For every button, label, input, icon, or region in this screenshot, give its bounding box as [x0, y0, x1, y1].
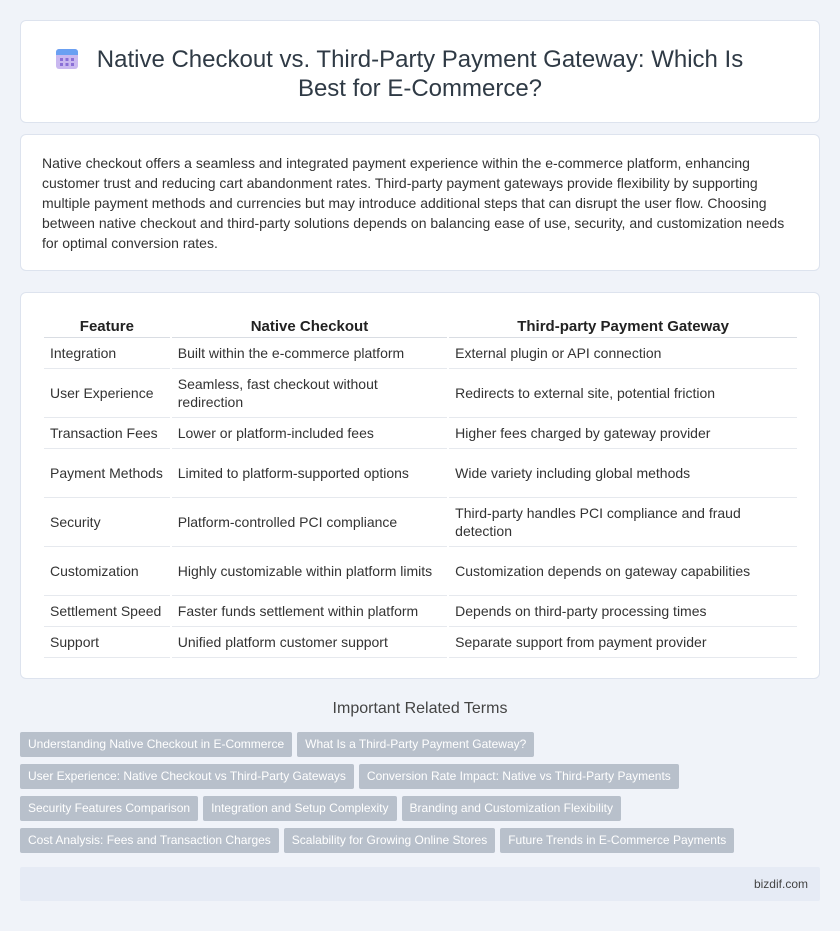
- footer: [20, 867, 820, 901]
- cell-third-party: Depends on third-party processing times: [449, 596, 797, 627]
- cell-feature: Payment Methods: [44, 449, 170, 498]
- related-terms-row: [20, 764, 820, 789]
- related-term-link[interactable]: What Is a Third-Party Payment Gateway?: [297, 732, 534, 757]
- cell-third-party: Wide variety including global methods: [449, 449, 797, 498]
- comparison-card: [20, 292, 820, 679]
- cell-third-party: Customization depends on gateway capabilities: [449, 547, 797, 596]
- table-row: [44, 418, 797, 449]
- cell-feature: Transaction Fees: [44, 418, 170, 449]
- related-term-link[interactable]: Conversion Rate Impact: Native vs Third-Party Payments: [359, 764, 679, 789]
- title-card: [20, 20, 820, 123]
- cell-native: Platform-controlled PCI compliance: [172, 498, 447, 547]
- intro-paragraph: Native checkout offers a seamless and integrated payment experience within the e-commerce platform, enhancing customer trust and reducing cart abandonment rates. Third-party payment gateways provide flexibility by supporting multiple payment methods and currencies but may introduce additional steps that can disrupt the user flow. Choosing between native checkout and third-party solutions depends on balancing ease of use, security, and customization needs for optimal conversion rates.: [42, 155, 785, 251]
- cell-native: Unified platform customer support: [172, 627, 447, 658]
- comparison-table: [42, 316, 799, 658]
- cell-native: Limited to platform-supported options: [172, 449, 447, 498]
- cell-feature: Integration: [44, 338, 170, 369]
- intro-card: [20, 134, 820, 271]
- related-term-link[interactable]: Security Features Comparison: [20, 796, 198, 821]
- related-term-link[interactable]: Future Trends in E-Commerce Payments: [500, 828, 734, 853]
- cell-third-party: Separate support from payment provider: [449, 627, 797, 658]
- table-row: [44, 547, 797, 596]
- related-term-link[interactable]: Integration and Setup Complexity: [203, 796, 396, 821]
- table-row: [44, 627, 797, 658]
- cell-feature: Customization: [44, 547, 170, 596]
- page-title: Native Checkout vs. Third-Party Payment Gateway: Which Is Best for E-Commerce?: [96, 46, 744, 102]
- related-terms-row: [20, 732, 820, 757]
- cell-native: Highly customizable within platform limits: [172, 547, 447, 596]
- cell-feature: User Experience: [44, 369, 170, 418]
- table-row: [44, 596, 797, 627]
- cell-third-party: Third-party handles PCI compliance and fraud detection: [449, 498, 797, 547]
- related-term-link[interactable]: Scalability for Growing Online Stores: [284, 828, 495, 853]
- related-term-link[interactable]: User Experience: Native Checkout vs Third-Party Gateways: [20, 764, 354, 789]
- cell-native: Faster funds settlement within platform: [172, 596, 447, 627]
- cell-third-party: Higher fees charged by gateway provider: [449, 418, 797, 449]
- table-row: [44, 449, 797, 498]
- cell-native: Lower or platform-included fees: [172, 418, 447, 449]
- header-native-checkout: Native Checkout: [172, 316, 447, 338]
- related-terms-heading: Important Related Terms: [332, 700, 508, 717]
- cell-third-party: Redirects to external site, potential friction: [449, 369, 797, 418]
- header-third-party: Third-party Payment Gateway: [449, 316, 797, 338]
- table-row: [44, 498, 797, 547]
- related-term-link[interactable]: Cost Analysis: Fees and Transaction Charges: [20, 828, 279, 853]
- related-term-link[interactable]: Understanding Native Checkout in E-Commerce: [20, 732, 292, 757]
- table-row: [44, 369, 797, 418]
- related-terms-row: [20, 828, 820, 853]
- related-term-link[interactable]: Branding and Customization Flexibility: [402, 796, 621, 821]
- cell-feature: Support: [44, 627, 170, 658]
- cell-feature: Security: [44, 498, 170, 547]
- cell-native: Seamless, fast checkout without redirection: [172, 369, 447, 418]
- related-terms-row: [20, 796, 820, 821]
- table-header-row: [44, 316, 797, 338]
- header-feature: Feature: [44, 316, 170, 338]
- cell-feature: Settlement Speed: [44, 596, 170, 627]
- footer-site-link[interactable]: bizdif.com: [753, 877, 808, 891]
- table-row: [44, 338, 797, 369]
- cell-native: Built within the e-commerce platform: [172, 338, 447, 369]
- cell-third-party: External plugin or API connection: [449, 338, 797, 369]
